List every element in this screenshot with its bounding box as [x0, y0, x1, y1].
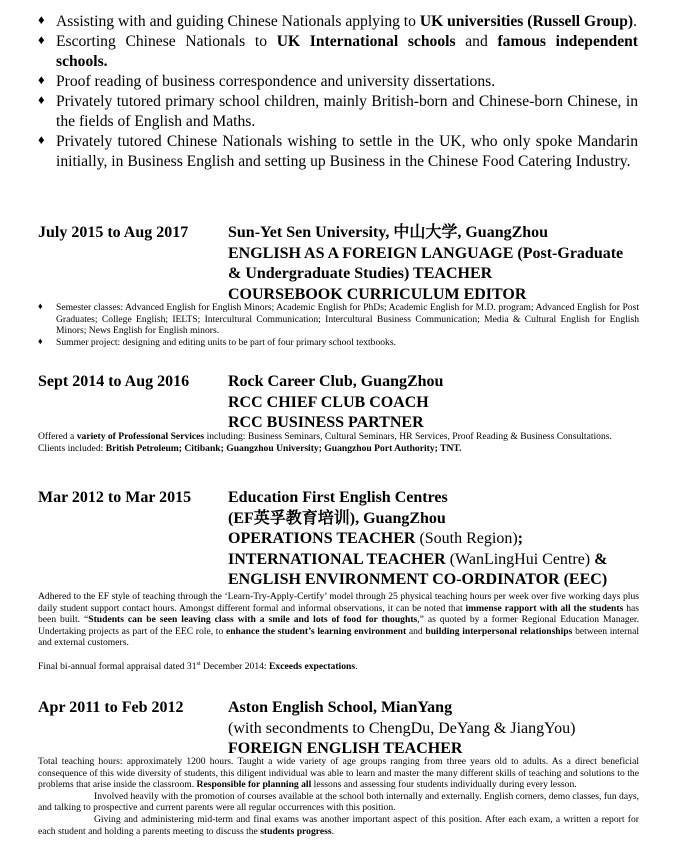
job-title-3: ENGLISH ENVIRONMENT CO-ORDINATOR (EEC)	[228, 571, 608, 588]
job-4-description	[38, 756, 639, 837]
list-item: ♦ Summer project: designing and editing units to be part of four primary school textbooks.	[38, 335, 396, 348]
diamond-bullet-icon: ♦	[38, 132, 45, 147]
clients-paragraph: Clients included: British Petroleum; Citibank; Guangzhou University; Guangzhou Port Authority; TNT.	[38, 442, 462, 454]
list-item: ♦ Escorting Chinese Nationals to UK International schools and famous independent schools.	[38, 32, 638, 70]
list-item: ♦ Privately tutored Chinese Nationals wishing to settle in the UK, who only spoke Mandarin initially, in Business English and setting up Business in the Chinese Food Catering Industry.	[38, 132, 638, 170]
diamond-bullet-icon: ♦	[38, 72, 45, 87]
paragraph-3: Giving and administering mid-term and final exams was another important aspect of this position. After each exam, a written a report for each student and holding a parents meeting to discuss the students progress.	[38, 813, 639, 837]
job-title-2: RCC BUSINESS PARTNER	[228, 414, 424, 431]
employer: Education First English Centres	[228, 489, 448, 506]
services-paragraph: Offered a variety of Professional Services including: Business Seminars, Cultural Seminars, HR Services, Proof Reading & Business Consultations.	[38, 431, 612, 442]
job-1-bullets	[38, 302, 639, 348]
diamond-bullet-icon: ♦	[38, 301, 43, 311]
employer: Sun-Yet Sen University, 中山大学, GuangZhou	[228, 224, 549, 241]
job-3-description: Adhered to the EF style of teaching through the ‘Learn-Try-Apply-Certify’ model through 25 physical teaching hours per week over five working days plus daily student support contact hours. Amongst different formal and informal observations, it can be noted that immense rapport with all the students has been built. “Students can be seen leaving class with a smile and lots of food for thoughts,” as quoted by a former Regional Education Manager. Undertaking projects as part of the EEC role, to enhance the student’s learning environment and building interpersonal relationships between internal and external customers.	[38, 591, 640, 649]
responsibilities-list	[38, 12, 638, 172]
diamond-bullet-icon: ♦	[38, 92, 45, 107]
job-title: FOREIGN ENGLISH TEACHER	[228, 740, 463, 757]
employer: Aston English School, MianYang	[228, 699, 453, 716]
job-title: RCC CHIEF CLUB COACH	[228, 393, 429, 411]
job-titles	[228, 698, 648, 760]
job-title: ENGLISH AS A FOREIGN LANGUAGE (Post-Graduate	[228, 244, 624, 262]
job-3-appraisal: Final bi-annual formal appraisal dated 31st December 2014: Exceeds expectations.	[38, 661, 358, 672]
paragraph-2: Involved heavily with the promotion of courses available at the school both internally and externally. English corners, demo classes, fun days, and talking to prospective and current parents were all regular occurrences with this position.	[38, 790, 640, 814]
job-titles	[228, 372, 648, 434]
job-2-description	[38, 431, 639, 454]
list-item: ♦ Assisting with and guiding Chinese Nationals applying to UK universities (Russell Group).	[38, 12, 638, 30]
job-title: OPERATIONS TEACHER (South Region);	[228, 530, 523, 547]
job-title-cont: & Undergraduate Studies) TEACHER	[228, 265, 493, 282]
job-title-2: COURSEBOOK CURRICULUM EDITOR	[228, 285, 527, 303]
list-item: ♦ Privately tutored primary school children, mainly British-born and Chinese-born Chinese, in the fields of English and Maths.	[38, 92, 638, 130]
job-date: Mar 2012 to Mar 2015	[38, 489, 192, 506]
list-item: ♦ Semester classes: Advanced English for English Minors; Academic English for PhDs; Academic English for M.D. program; Advanced English for Post Graduates; College English; IELTS; Intercultural Communication; Intercultural Business Communication; Media & Cultural English for English Minors; News English for English minors.	[38, 301, 639, 337]
diamond-bullet-icon: ♦	[38, 335, 43, 346]
secondments: (with secondments to ChengDu, DeYang & JiangYou)	[228, 719, 576, 737]
job-date: Sept 2014 to Aug 2016	[38, 373, 190, 390]
job-titles	[228, 223, 648, 305]
job-date: Apr 2011 to Feb 2012	[38, 699, 184, 716]
list-item: ♦ Proof reading of business correspondence and university dissertations.	[38, 72, 496, 90]
diamond-bullet-icon: ♦	[38, 32, 45, 47]
job-date: July 2015 to Aug 2017	[38, 224, 189, 241]
employer: Rock Career Club, GuangZhou	[228, 373, 444, 390]
job-titles	[228, 488, 648, 591]
paragraph-1: Total teaching hours: approximately 1200 hours. Taught a wide variety of age groups ranging from three years old to adults. As a direct beneficial consequence of this wide diversity of students, this diligent individual was able to learn and master the many different skills of teaching and solutions to the problems that arise inside the classroom. Responsible for planning all lessons and assessing four students individually during every lesson.	[38, 756, 639, 791]
employer-cont: (EF英孚教育培训), GuangZhou	[228, 509, 446, 527]
diamond-bullet-icon: ♦	[38, 12, 45, 27]
job-title-2: INTERNATIONAL TEACHER (WanLingHui Centre) &	[228, 550, 608, 568]
